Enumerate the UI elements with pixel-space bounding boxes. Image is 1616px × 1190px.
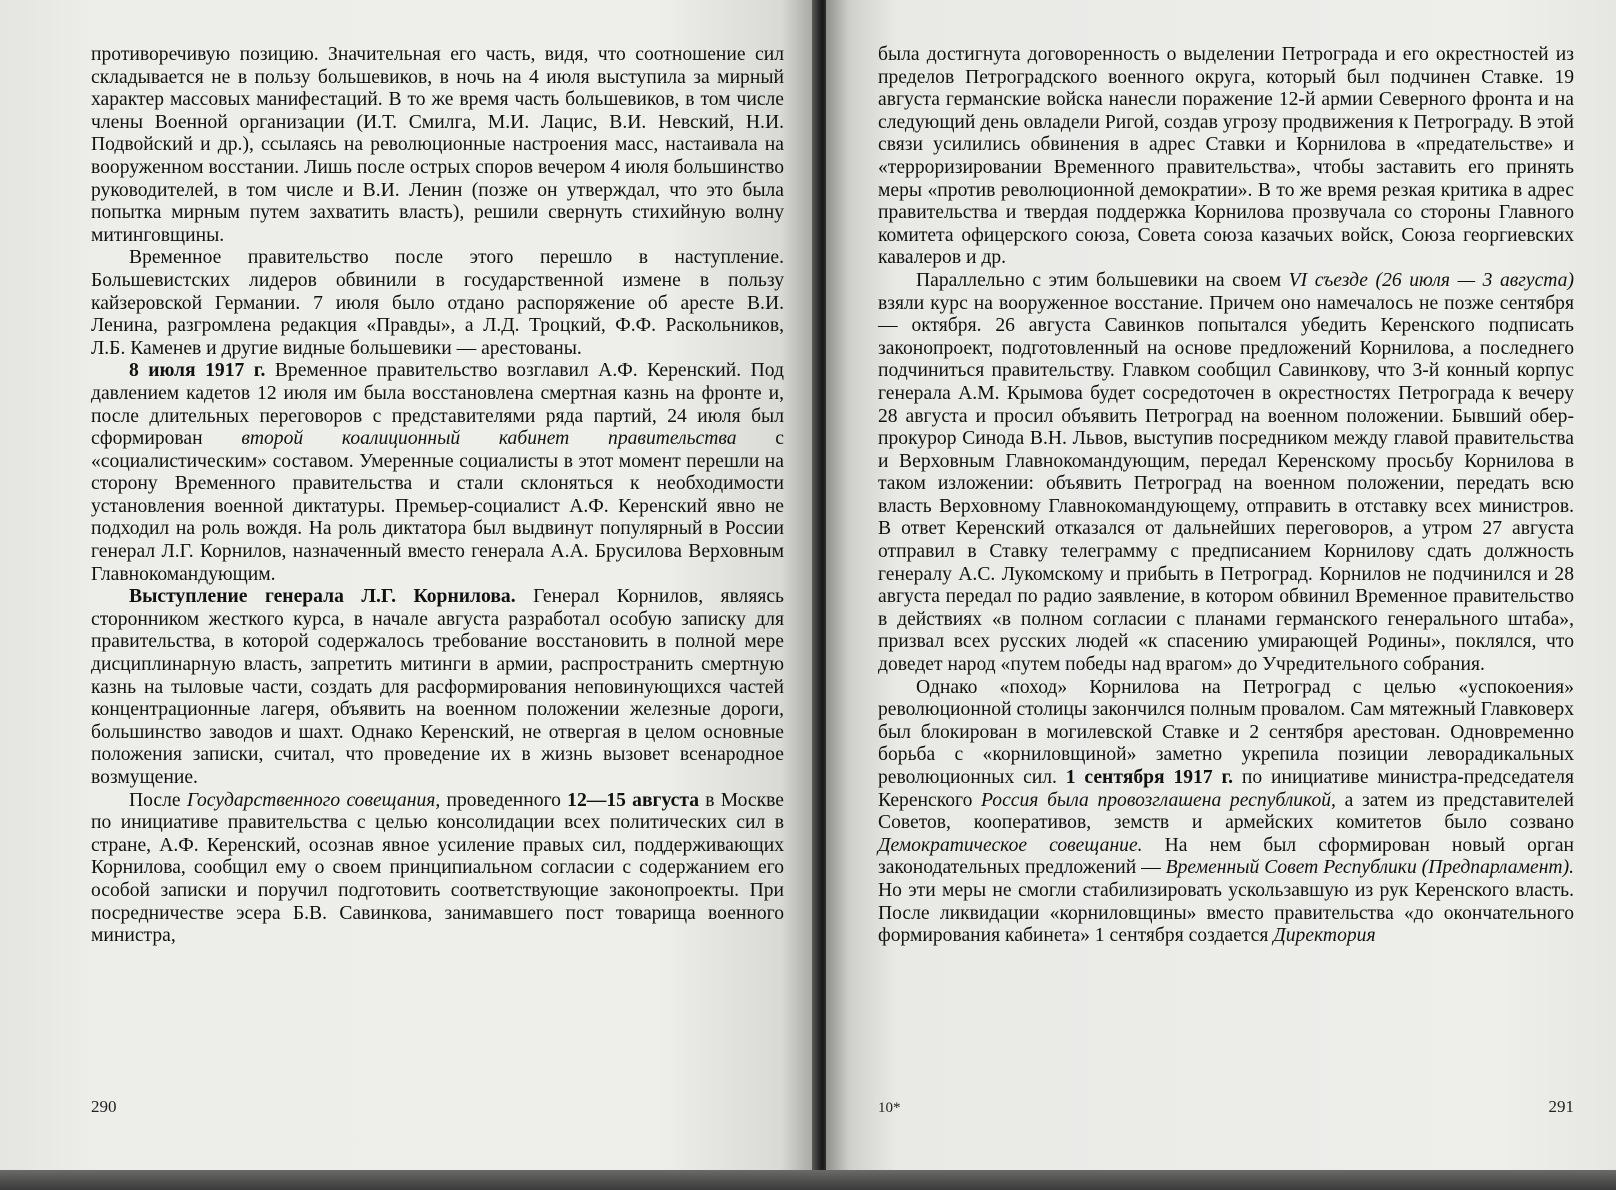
text-run: а затем из представителей Советов, кооперативов, земств и армейских комитетов было созвано	[878, 789, 1575, 834]
paragraph	[878, 270, 1574, 677]
text-run: Генерал Корнилов, являясь сторонником жесткого курса, в начале августа разработал особую записку для правительства, в которой содержалось требование восстановить в полной мере дисциплинарную власть, запретить митинги в армии, распространить смертную казнь на тыловые части, создать для расформирования неповинующихся частей концентрационные лагеря, объявить на военном положении железные дороги, большинство заводов и шахт. Однако Керенский, не отвергая в целом основные положения записки, считал, что проведение их в жизнь вызовет всенародное возмущение.	[91, 586, 784, 788]
page-number-right: 291	[1548, 1097, 1574, 1116]
italic-run: Государственного совещания,	[186, 789, 441, 811]
text-run: На нем был сформирован новый орган законодательных предложений —	[878, 834, 1574, 879]
italic-run: VI съезде (26 июля — 3 августа)	[1288, 269, 1574, 291]
left-page-text	[91, 44, 784, 948]
text-run: с «социалистическим» составом. Умеренные социалисты в этот момент перешли на сторону Временного правительства и стали склоняться к необходимости установления военной диктатуры. Премьер-социалист А.Ф. Керенский явно не подходил на роль вождя. На роль диктатора был выдвинут популярный в России генерал Л.Г. Корнилов, назначенный вместо генерала А.А. Брусилова Верховным Главнокомандующим.	[91, 428, 785, 585]
text-run: Временное правительство возглавил А.Ф. Керенский. Под давлением кадетов 12 июля им была восстановлена смертная казнь на фронте и, после длительных переговоров с представителями ряда партий, 24 июля был сформирован	[91, 360, 784, 450]
italic-run: Директория	[1273, 925, 1376, 947]
paragraph	[878, 44, 1574, 270]
paragraph	[91, 360, 784, 586]
bold-run: Выступление генерала Л.Г. Корнилова.	[129, 586, 516, 608]
italic-run: второй коалиционный кабинет правительства	[241, 428, 737, 450]
page-bottom-edge	[0, 1170, 1616, 1190]
right-page	[826, 0, 1616, 1170]
text-run: Параллельно с этим большевики на своем	[916, 269, 1289, 291]
bold-run: 8 июля 1917 г.	[129, 360, 266, 382]
bold-run: 12—15 августа	[567, 789, 699, 811]
signature-mark: 10*	[878, 1100, 901, 1116]
italic-run: Демократическое совещание.	[878, 834, 1143, 856]
paragraph	[91, 44, 784, 247]
text-run: по инициативе министра-председателя Керенского	[878, 767, 1574, 811]
paragraph	[91, 586, 784, 789]
italic-run: Россия была провозглашена республикой,	[981, 789, 1336, 811]
paragraph	[91, 247, 784, 360]
text-run: проведенного	[440, 789, 568, 811]
right-page-text	[878, 44, 1574, 948]
text-run: Временное правительство после этого перешло в наступление. Большевистских лидеров обвинили в государственной измене в пользу кайзеровской Германии. 7 июля было отдано распоряжение об аресте В.И. Ленина, разгромлена редакция «Правды», а Л.Д. Троцкий, Ф.Ф. Раскольников, Л.Б. Каменев и другие видные большевики — арестованы.	[91, 247, 784, 359]
text-run: в Москве по инициативе правительства с целью консолидации всех политических сил в стране, А.Ф. Керенский, осознав явное усиление правых сил, поддерживающих Корнилова, сообщил ему о своем принципиальном согласии с содержанием его особой записки и поручил подготовить соответствующие законопроекты. При посредничестве эсера Б.В. Савинкова, занимавшего пост товарища военного министра,	[91, 789, 784, 947]
text-run: была достигнута договоренность о выделении Петрограда и его окрестностей из пределов Петроградского военного округа, который был подчинен Ставке. 19 августа германские войска нанесли поражение 12-й армии Северного фронта и на следующий день овладели Ригой, создав угрозу продвижения к Петрограду. В этой связи усилились обвинения в адрес Ставки и Корнилова в «предательстве» и «терроризировании Временного правительства», чтобы заставить его принять меры «против революционной демократии». В то же время резкая критика в адрес правительства и твердая поддержка Корнилова прозвучала со стороны Главного комитета офицерского союза, Совета союза казачьих войск, Союза георгиевских кавалеров и др.	[878, 44, 1574, 269]
text-run: взяли курс на вооруженное восстание. Причем оно намечалось не позже сентября — октября. 26 августа Савинков попытался убедить Керенского подписать законопроект, подготовленный на основе предложений Корнилова, а последнего подчиниться правительству. Главком сообщил Савинкову, что 3-й конный корпус генерала А.М. Крымова будет сосредоточен в окрестностях Петрограда к вечеру 28 августа и просил объявить Петроград на военном положении. Бывший обер-прокурор Синода В.Н. Львов, выступив посредником между главой правительства и Верховным Главнокомандующим, передал Керенскому просьбу Корнилова в таком изложении: объявить Петроград на военном положении, передать всю власть Верховному Главнокомандующему, отправить в отставку всех министров. В ответ Керенский отказался от дальнейших переговоров, а утром 27 августа отправил в Ставку телеграмму с предписанием Корнилову сдать должность генералу А.С. Лукомскому и прибыть в Петроград. Корнилов не подчинился и 28 августа передал по радио заявление, в котором обвинил Временное правительство в действиях «в полном согласии с планами германского генерального штаба», призвал всех русских людей «к спасению умирающей Родины», поклялся, что доведет народ «путем победы над врагом» до Учредительного собрания.	[878, 292, 1574, 676]
text-run: противоречивую позицию. Значительная его часть, видя, что соотношение сил складывается не в пользу большевиков, в ночь на 4 июля выступила за мирный характер массовых манифестаций. В то же время часть большевиков, в том числе члены Военной организации (И.Т. Смилга, М.И. Лацис, В.И. Невский, Н.И. Подвойский и др.), ссылаясь на революционные настроения масс, настаивала на вооруженном восстании. Лишь после острых споров вечером 4 июля большинство руководителей, в том числе и В.И. Ленин (позже он утверждал, что это была попытка мирным путем захватить власть), решили свернуть стихийную волну митинговщины.	[91, 44, 784, 246]
text-run: Но эти меры не смогли стабилизировать ускользавшую из рук Керенского власть. После ликвидации «корниловщины» вместо правительства «до окончательного формирования кабинета» 1 сентября создается	[878, 879, 1574, 947]
text-run: После	[129, 789, 187, 811]
bold-run: 1 сентября 1917 г.	[1065, 767, 1234, 788]
paragraph	[878, 677, 1574, 948]
page-number-left: 290	[91, 1097, 117, 1116]
text-run: Однако «поход» Корнилова на Петроград с целью «успокоения» революционной столицы закончился полным провалом. Сам мятежный Главковерх был блокирован в могилевской Ставке и 2 сентября арестован. Одновременно борьба с «корниловщиной» заметно укрепила позиции леворадикальных революционных сил.	[878, 676, 1574, 788]
italic-run: Временный Совет Республики (Предпарламент).	[1165, 857, 1574, 879]
paragraph	[91, 790, 784, 948]
